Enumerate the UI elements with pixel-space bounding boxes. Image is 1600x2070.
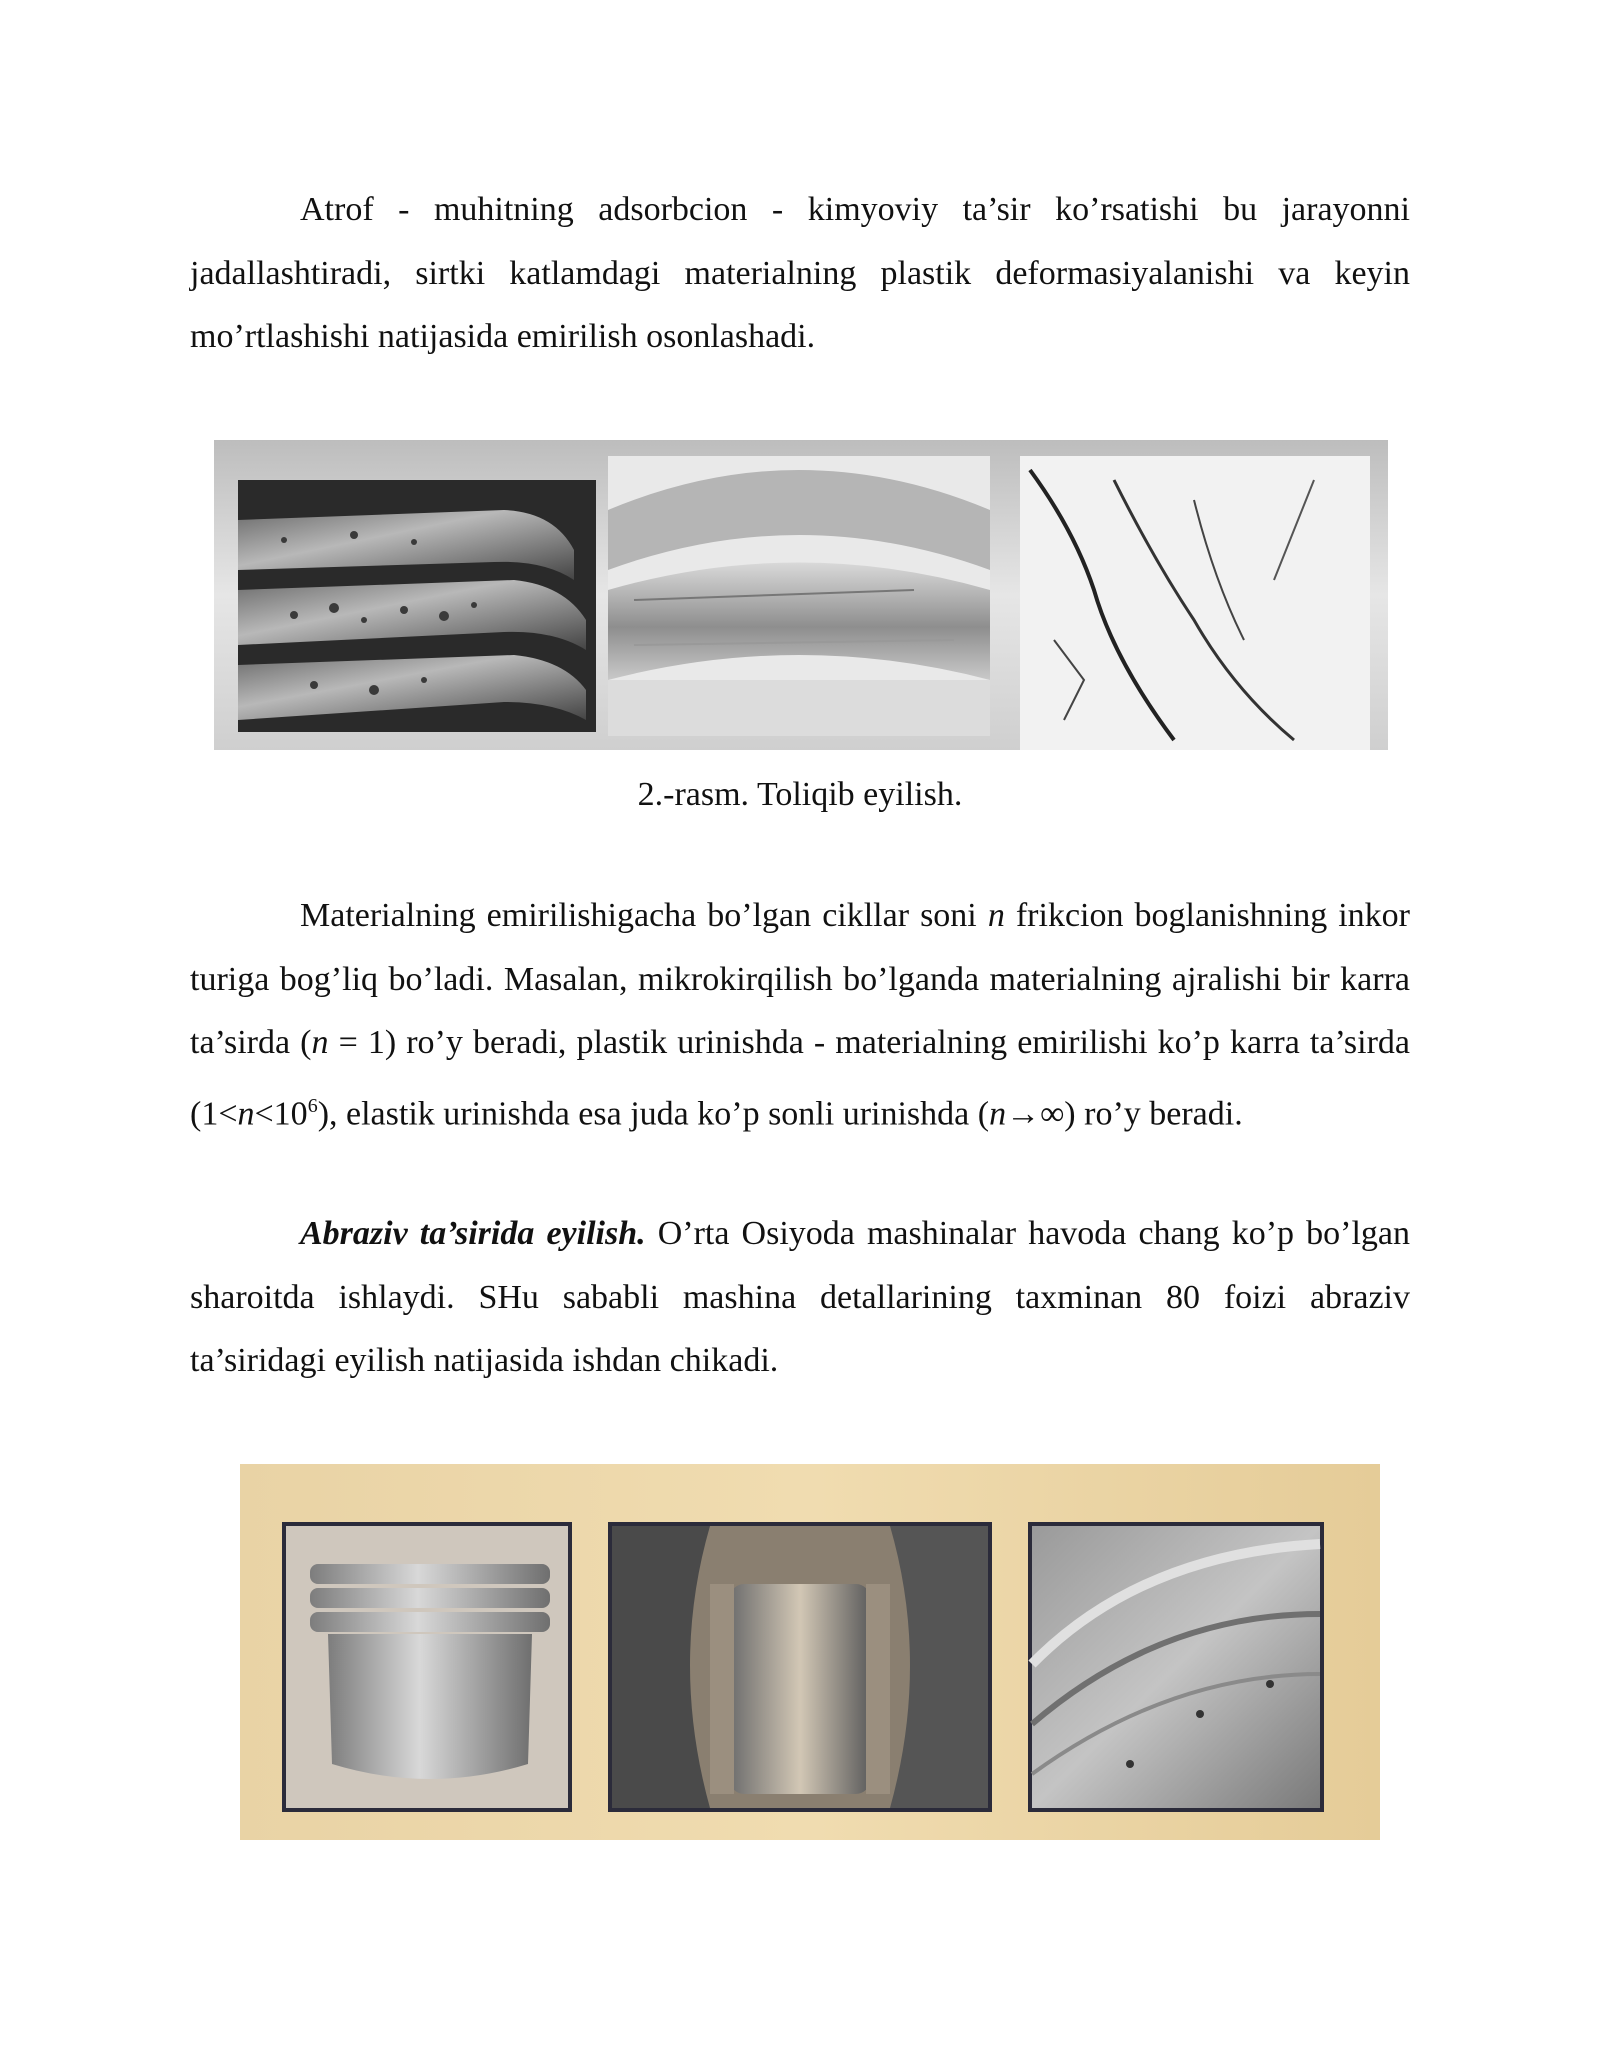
text-segment: →∞) ro’y beradi. [1006, 1094, 1243, 1132]
text-segment: ), elastik urinishda esa juda ko’p sonli urinishda ( [317, 1094, 990, 1132]
exponent: 6 [307, 1094, 318, 1117]
text-segment: Materialning emirilishigacha bo’lgan cikllar soni [300, 897, 988, 934]
bearing-ring-photo [608, 456, 990, 736]
figure-caption-text: 2.-rasm. Toliqib eyilish. [637, 776, 963, 813]
section-heading: Abraziv ta’sirida eyilish. [300, 1215, 646, 1252]
paragraph-abrasive-text: O’rta Osiyoda mashinalar havoda chang ko’p bo’lgan sharoitda ishlaydi. SHu sababli mashina detallarining taxminan 80 foizi abraziv ta’siridagi eyilish natijasida ishdan chikadi. [190, 1215, 1410, 1379]
math-variable-n: n [989, 1094, 1007, 1132]
text-segment: frikcion boglanishning inkor turiga bog’liq bo’ladi. Masalan, mikrokirqilish bo’lganda materialning ajralishi bir karra ta’sirda ( [190, 897, 1410, 1061]
math-variable-n: n [237, 1094, 255, 1132]
figure-fatigue-wear [214, 440, 1388, 750]
text-segment: = 1) ro’y beradi, plastik urinishda - materialning emirilishi ko’p karra ta’sirda (1< [190, 1024, 1410, 1132]
paragraph-adsorption-text: Atrof - muhitning adsorbcion - kimyoviy ta’sir ko’rsatishi bu jarayonni jadallashtiradi, sirtki katlamdagi materialning plastik deformasiyalanishi va keyin mo’rtlashishi natijasida emirilish osonlashadi. [190, 191, 1410, 355]
worn-disc-photo [1028, 1522, 1324, 1812]
figure-caption [0, 770, 1600, 820]
math-variable-n: n [311, 1024, 329, 1061]
math-variable-n: n [987, 897, 1005, 934]
crankshaft-photo [608, 1522, 992, 1812]
surface-cracks-photo [1020, 456, 1370, 750]
paragraph-adsorption [190, 178, 1410, 369]
text-segment: <10 [254, 1094, 308, 1132]
gear-teeth-pitting-photo [238, 480, 596, 732]
paragraph-cycles [190, 884, 1410, 1145]
paragraph-abrasive [190, 1202, 1410, 1393]
figure-abrasive-wear [240, 1464, 1380, 1840]
piston-photo [282, 1522, 572, 1812]
